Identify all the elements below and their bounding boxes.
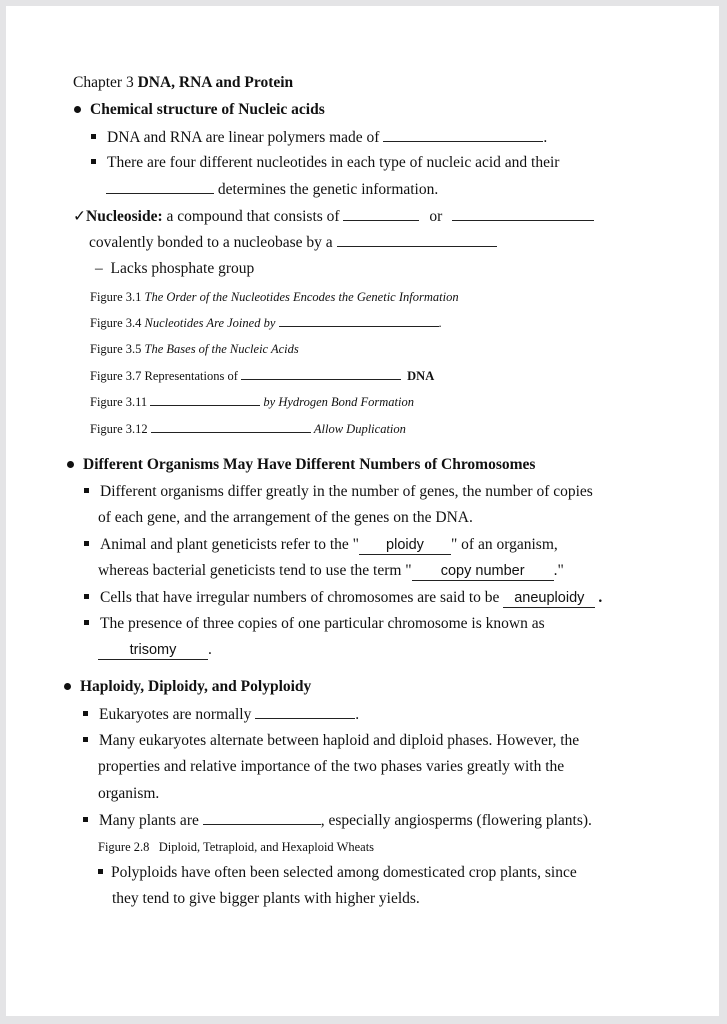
bullet-icon (83, 737, 88, 742)
bullet-icon (91, 134, 96, 139)
figure-reference: Figure 3.1 The Order of the Nucleotides Encodes the Genetic Information (90, 290, 459, 304)
chapter-number: Chapter 3 (73, 74, 134, 91)
term: Nucleoside: (86, 208, 163, 225)
bullet-icon (74, 106, 81, 113)
chapter-title (73, 73, 293, 93)
section-heading (67, 455, 535, 475)
bullet-icon (84, 594, 89, 599)
figure-reference: Figure 3.4 Nucleotides Are Joined by . (90, 316, 442, 330)
bullet-icon (67, 461, 74, 468)
answer-blank[interactable] (343, 206, 419, 221)
answer-blank[interactable] (337, 232, 497, 247)
figure-reference: Figure 2.8 Diploid, Tetraploid, and Hexaploid Wheats (98, 840, 375, 854)
figure-reference: Figure 3.12 Allow Duplication (90, 422, 406, 436)
bullet-icon (91, 159, 96, 164)
sub-list-item: Polyploids have often been selected among domesticated crop plants, since (98, 863, 577, 883)
section-heading-text: Haploidy, Diploidy, and Polyploidy (80, 678, 312, 695)
list-item: There are four different nucleotides in each type of nucleic acid and their (91, 153, 559, 173)
section-heading-text: Chemical structure of Nucleic acids (90, 101, 325, 118)
section-heading-text: Different Organisms May Have Different Numbers of Chromosomes (83, 456, 536, 473)
answer-blank[interactable] (150, 394, 260, 406)
answer-blank[interactable] (279, 315, 439, 327)
bullet-icon (84, 541, 89, 546)
section-heading (74, 100, 325, 120)
answer-blank[interactable] (203, 810, 321, 825)
list-item: Animal and plant geneticists refer to the " ploidy " of an organism, (84, 535, 558, 555)
answer-blank[interactable] (106, 179, 214, 194)
list-item: Many plants are , especially angiosperms (flowering plants). (83, 810, 592, 831)
dash-bullet: – (95, 260, 103, 277)
answer-blank[interactable] (383, 127, 543, 142)
checkmark-icon: ✓ (73, 208, 86, 225)
section-heading (64, 677, 311, 697)
bullet-icon (84, 488, 89, 493)
list-item-continuation: whereas bacterial geneticists tend to use the term " copy number ." (98, 562, 564, 579)
nucleoside-definition: ✓Nucleoside: a compound that consists of or (73, 206, 594, 227)
list-item: Cells that have irregular numbers of chromosomes are said to be aneuploidy . (84, 588, 602, 608)
filled-answer[interactable]: ploidy (359, 537, 451, 555)
bullet-icon (64, 683, 71, 690)
filled-answer[interactable]: copy number (412, 563, 554, 581)
figure-reference: Figure 3.11 by Hydrogen Bond Formation (90, 395, 414, 409)
figure-reference: Figure 3.7 Representations of DNA (90, 369, 435, 383)
list-item: Eukaryotes are normally . (83, 704, 359, 725)
filled-answer[interactable]: aneuploidy (503, 590, 595, 608)
list-item-continuation: trisomy . (98, 640, 212, 660)
figure-reference: Figure 3.5 The Bases of the Nucleic Acids (90, 342, 299, 356)
bullet-icon (84, 620, 89, 625)
list-item: Different organisms differ greatly in the number of genes, the number of copies (84, 482, 593, 502)
sub-list-item-continuation: they tend to give bigger plants with higher yields. (112, 890, 420, 907)
list-item-continuation: organism. (98, 785, 160, 802)
chapter-name: DNA, RNA and Protein (137, 74, 294, 91)
list-item: The presence of three copies of one particular chromosome is known as (84, 614, 545, 634)
list-item: DNA and RNA are linear polymers made of . (91, 127, 547, 148)
answer-blank[interactable] (151, 421, 311, 433)
bullet-icon (83, 817, 88, 822)
list-item: Many eukaryotes alternate between haploid and diploid phases. However, the (83, 731, 579, 751)
list-item: – Lacks phosphate group (95, 260, 255, 277)
list-item-continuation: of each gene, and the arrangement of the genes on the DNA. (98, 509, 473, 526)
bullet-icon (83, 711, 88, 716)
list-item-continuation: determines the genetic information. (106, 179, 438, 200)
filled-answer[interactable]: trisomy (98, 642, 208, 660)
worksheet-page (6, 6, 719, 1016)
answer-blank[interactable] (241, 368, 401, 380)
list-item-continuation: properties and relative importance of the two phases varies greatly with the (98, 758, 565, 775)
nucleoside-definition-cont: covalently bonded to a nucleobase by a (89, 232, 497, 253)
bullet-icon (98, 869, 103, 874)
answer-blank[interactable] (452, 206, 594, 221)
answer-blank[interactable] (255, 704, 355, 719)
